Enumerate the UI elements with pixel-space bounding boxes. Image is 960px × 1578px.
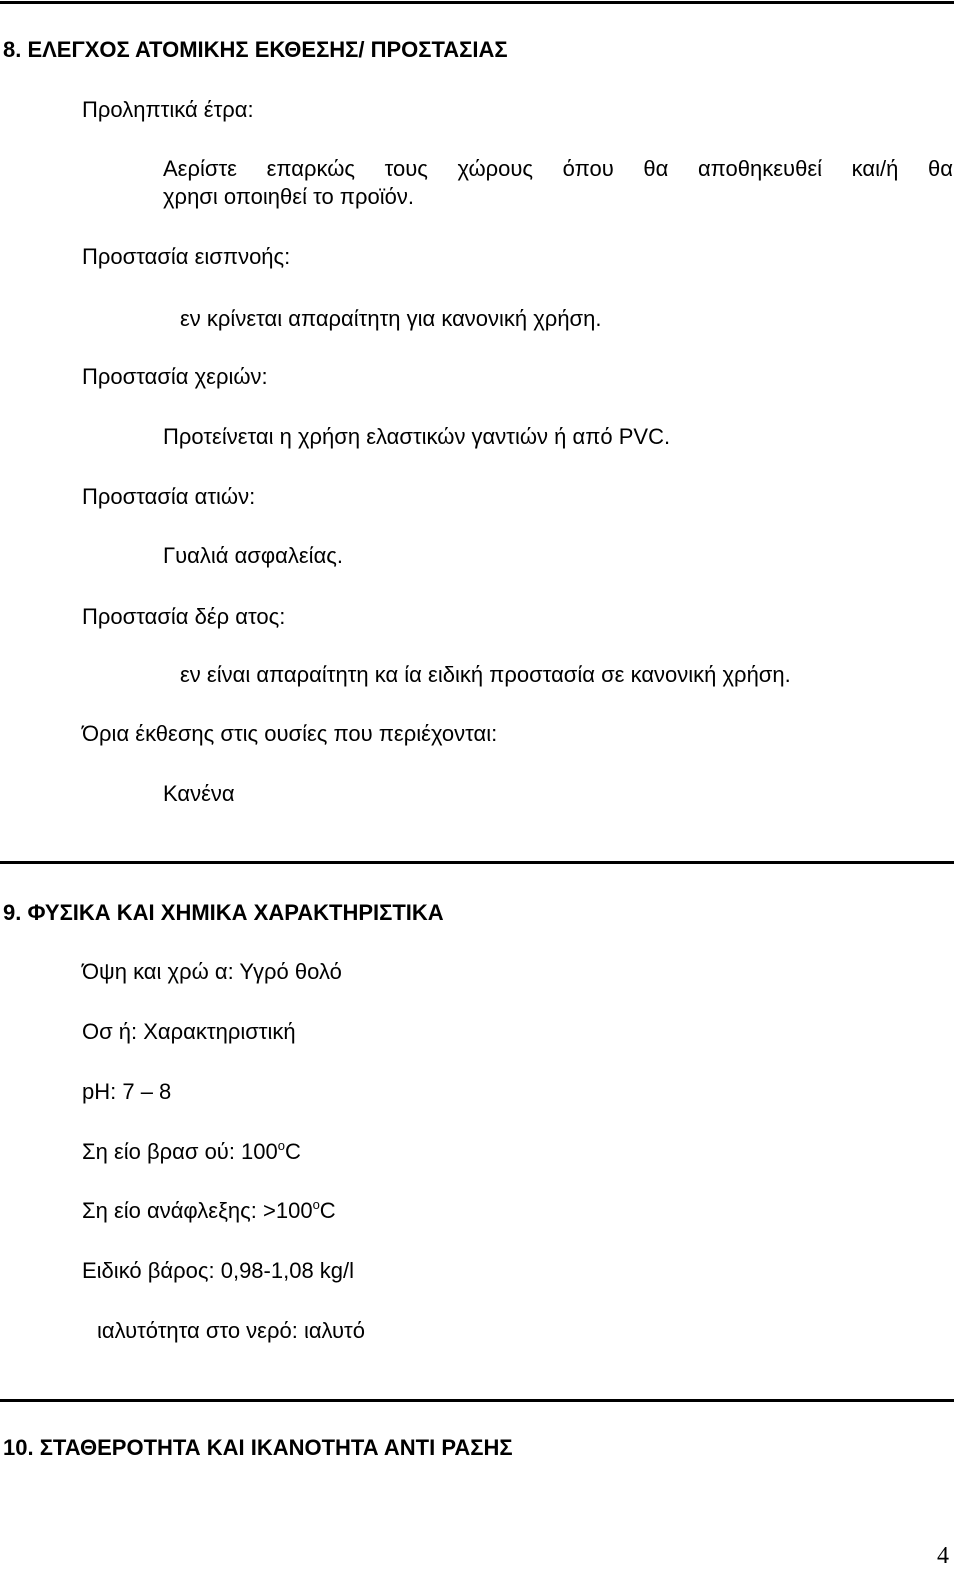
exposure-limits-text: Κανένα [163,781,235,806]
specific-gravity: Ειδικό βάρος: 0,98-1,08 kg/l [82,1258,355,1283]
skin-protection-label: Προστασία δέρ ατος: [82,604,286,629]
inhalation-protection-label: Προστασία εισπνοής: [82,244,291,269]
unit: C [285,1139,301,1164]
boiling-point [82,1139,301,1165]
exposure-limits-label: Όρια έκθεσης στις ουσίες που περιέχονται: [82,721,498,746]
section-8-heading: 8. ΕΛΕΓΧΟΣ ΑΤΟΜΙΚΗΣ ΕΚΘΕΣΗΣ/ ΠΡΟΣΤΑΣΙΑΣ [3,37,508,62]
word: επαρκώς [266,156,356,181]
top-rule [0,1,954,4]
flash-point [82,1198,336,1224]
preventive-measures-line-2: χρησι οποιηθεί το προϊόν. [163,184,414,209]
hand-protection-label: Προστασία χεριών: [82,364,268,389]
word: θα [643,156,669,181]
section-divider [0,861,954,864]
degree-sign: ο [277,1138,285,1153]
appearance-color: Όψη και χρώ α: Υγρό θολό [82,959,342,984]
preventive-measures-label: Προληπτικά έτρα: [82,97,254,122]
odor: Οσ ή: Χαρακτηριστική [82,1019,296,1044]
word: και/ή [851,156,899,181]
word: αποθηκευθεί [697,156,823,181]
word: Αερίστε [163,156,237,181]
hand-protection-text: Προτείνεται η χρήση ελαστικών γαντιών ή από PVC. [163,424,671,449]
skin-protection-text: εν είναι απαραίτητη κα ία ειδική προστασία σε κανονική χρήση. [180,662,791,687]
word: θα [927,156,953,181]
word: τους [384,156,428,181]
section-9-heading: 9. ΦΥΣΙΚΑ ΚΑΙ ΧΗΜΙΚΑ ΧΑΡΑΚΤΗΡΙΣΤΙΚΑ [3,900,444,925]
page-number: 4 [937,1543,949,1569]
section-10-heading: 10. ΣΤΑΘΕΡΟΤΗΤΑ ΚΑΙ ΙΚΑΝΟΤΗΤΑ ΑΝΤΙ ΡΑΣΗΣ [3,1435,513,1460]
unit: C [319,1198,336,1223]
eye-protection-text: Γυαλιά ασφαλείας. [163,543,343,568]
preventive-measures-line-1 [163,156,953,182]
eye-protection-label: Προστασία ατιών: [82,484,256,509]
word: όπου [562,156,614,181]
ph-value: pH: 7 – 8 [82,1079,172,1104]
boiling-point-value: Ση είο βρασ ού: 100 [82,1139,278,1164]
water-solubility: ιαλυτότητα στο νερό: ιαλυτό [97,1318,365,1343]
section-divider [0,1399,954,1402]
degree-sign: ο [312,1197,320,1212]
word: χώρους [457,156,534,181]
inhalation-protection-text: εν κρίνεται απαραίτητη για κανονική χρήση. [180,306,602,331]
flash-point-value: Ση είο ανάφλεξης: >100 [82,1198,313,1223]
